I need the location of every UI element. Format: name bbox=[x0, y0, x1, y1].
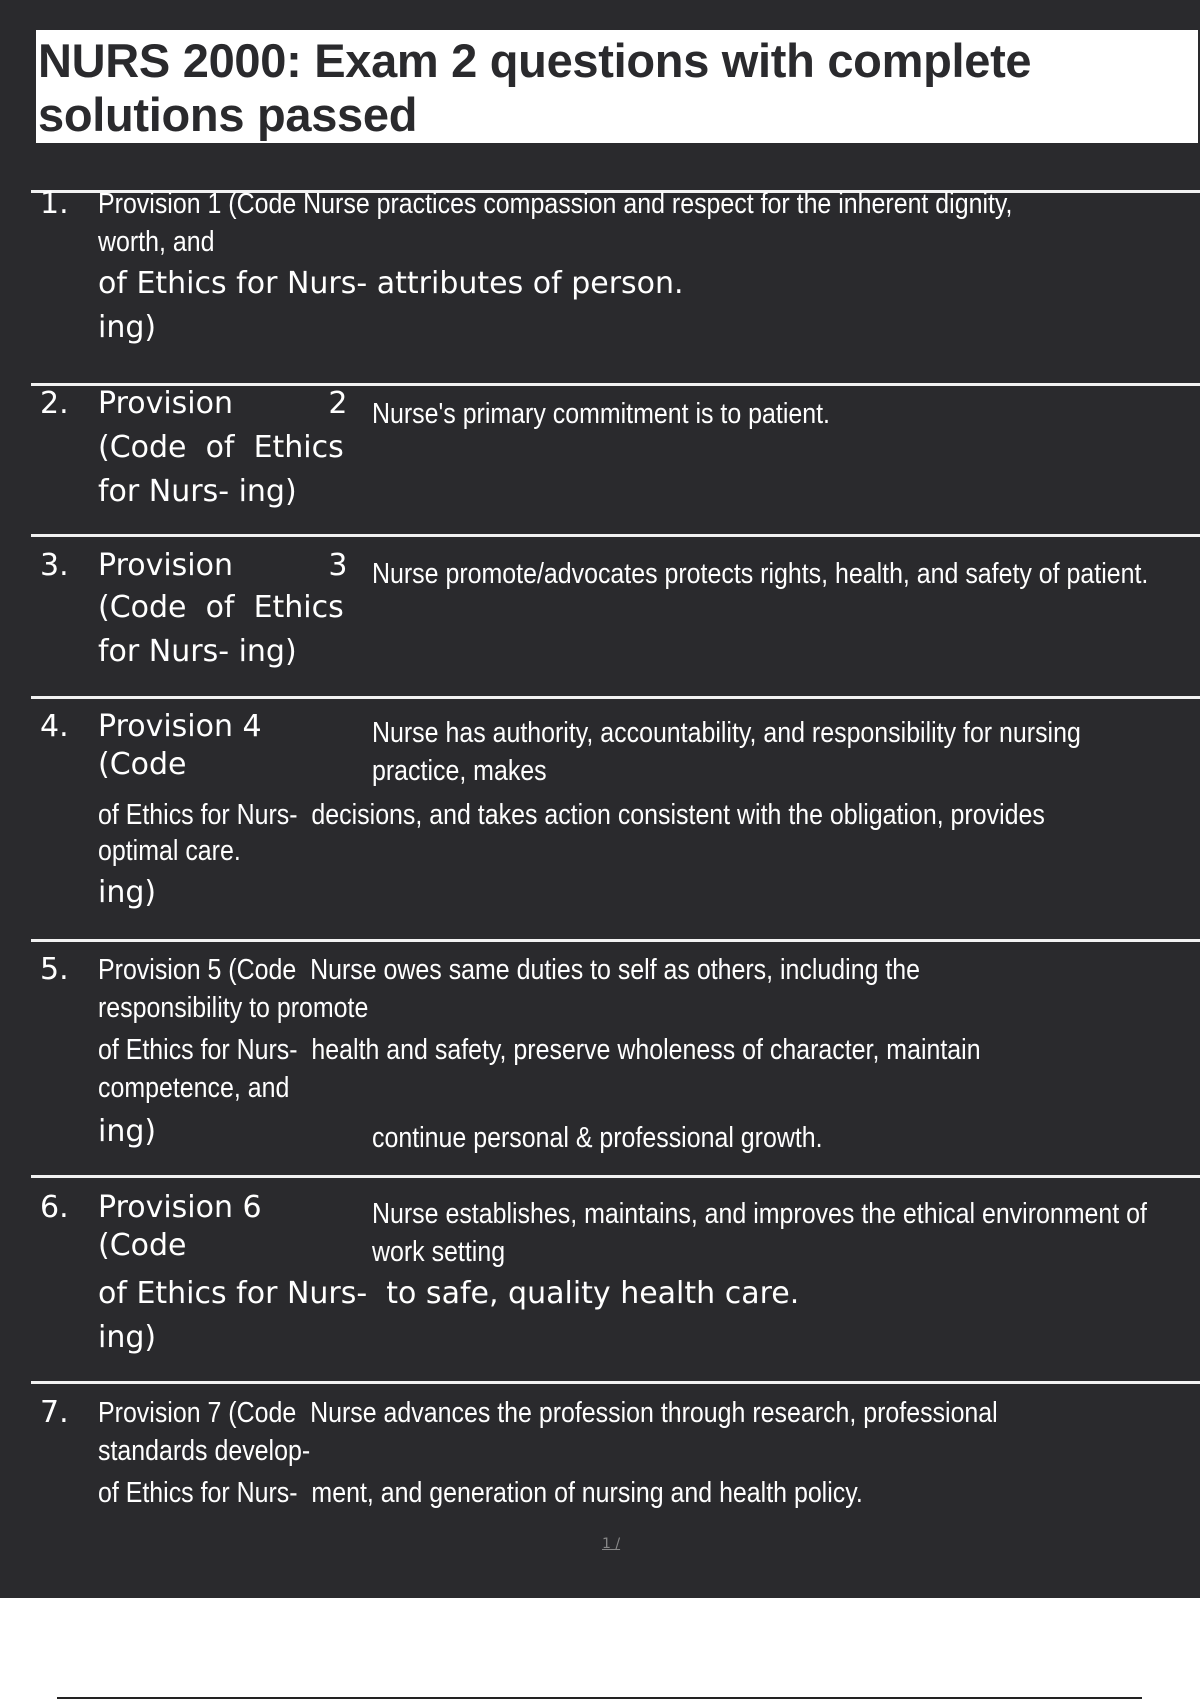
item-line: ing) bbox=[98, 310, 157, 345]
item-line: Provision 3 bbox=[98, 548, 348, 583]
document-title: NURS 2000: Exam 2 questions with complete solutions passed bbox=[38, 34, 1032, 141]
item-line: for Nurs- ing) bbox=[98, 634, 297, 669]
item-line: of Ethics for Nurs- attributes of person. bbox=[98, 266, 684, 301]
item-line: Provision 1 (Code Nurse practices compassion and respect for the inherent dignity, bbox=[98, 188, 1013, 220]
item-line: Provision 5 (Code Nurse owes same duties to self as others, including the bbox=[98, 954, 921, 986]
item-number: 5. bbox=[40, 952, 69, 987]
item-line: Nurse's primary commitment is to patient. bbox=[372, 398, 830, 430]
row-divider bbox=[31, 1381, 1200, 1384]
item-number: 1. bbox=[40, 186, 69, 221]
item-number: 2. bbox=[40, 386, 69, 421]
item-number: 7. bbox=[40, 1395, 69, 1430]
row-divider bbox=[31, 696, 1200, 699]
page-number-marker: 1 / bbox=[602, 1536, 621, 1552]
item-line: Provision 6 bbox=[98, 1190, 262, 1225]
item-line: responsibility to promote bbox=[98, 992, 369, 1024]
item-line: (Code bbox=[98, 1228, 187, 1263]
item-line: optimal care. bbox=[98, 835, 241, 867]
item-line: Provision 7 (Code Nurse advances the profession through research, professional bbox=[98, 1397, 998, 1429]
item-line: of Ethics for Nurs- ment, and generation of nursing and health policy. bbox=[98, 1477, 863, 1509]
row-divider bbox=[31, 534, 1200, 537]
item-line: ing) bbox=[98, 1320, 157, 1355]
row-divider bbox=[31, 1175, 1200, 1178]
item-line: (Code bbox=[98, 747, 187, 782]
item-line: of Ethics for Nurs- to safe, quality health care. bbox=[98, 1276, 800, 1311]
item-line: Provision 2 bbox=[98, 386, 348, 421]
item-line: of Ethics for Nurs- decisions, and takes action consistent with the obligation, provides bbox=[98, 799, 1045, 831]
title-box bbox=[36, 30, 1198, 143]
footer-rule bbox=[57, 1697, 1142, 1699]
row-divider bbox=[31, 939, 1200, 942]
item-line: of Ethics for Nurs- health and safety, preserve wholeness of character, maintain bbox=[98, 1034, 981, 1066]
item-line: ing) bbox=[98, 1114, 157, 1149]
item-number: 4. bbox=[40, 709, 69, 744]
item-line: competence, and bbox=[98, 1072, 290, 1104]
item-line: for Nurs- ing) bbox=[98, 474, 297, 509]
item-line: Nurse has authority, accountability, and responsibility for nursing bbox=[372, 717, 1081, 749]
item-line: ing) bbox=[98, 875, 157, 910]
item-line: standards develop- bbox=[98, 1435, 311, 1467]
item-line: work setting bbox=[372, 1236, 506, 1268]
item-line: (Code of Ethics bbox=[98, 590, 344, 625]
item-line: Provision 4 bbox=[98, 709, 262, 744]
item-number: 6. bbox=[40, 1190, 69, 1225]
item-line: worth, and bbox=[98, 226, 215, 258]
item-line: Nurse establishes, maintains, and improves the ethical environment of bbox=[372, 1198, 1147, 1230]
item-line: practice, makes bbox=[372, 755, 547, 787]
item-line: (Code of Ethics bbox=[98, 430, 344, 465]
item-number: 3. bbox=[40, 548, 69, 583]
item-line: continue personal & professional growth. bbox=[372, 1122, 823, 1154]
item-line: Nurse promote/advocates protects rights, health, and safety of patient. bbox=[372, 558, 1149, 590]
